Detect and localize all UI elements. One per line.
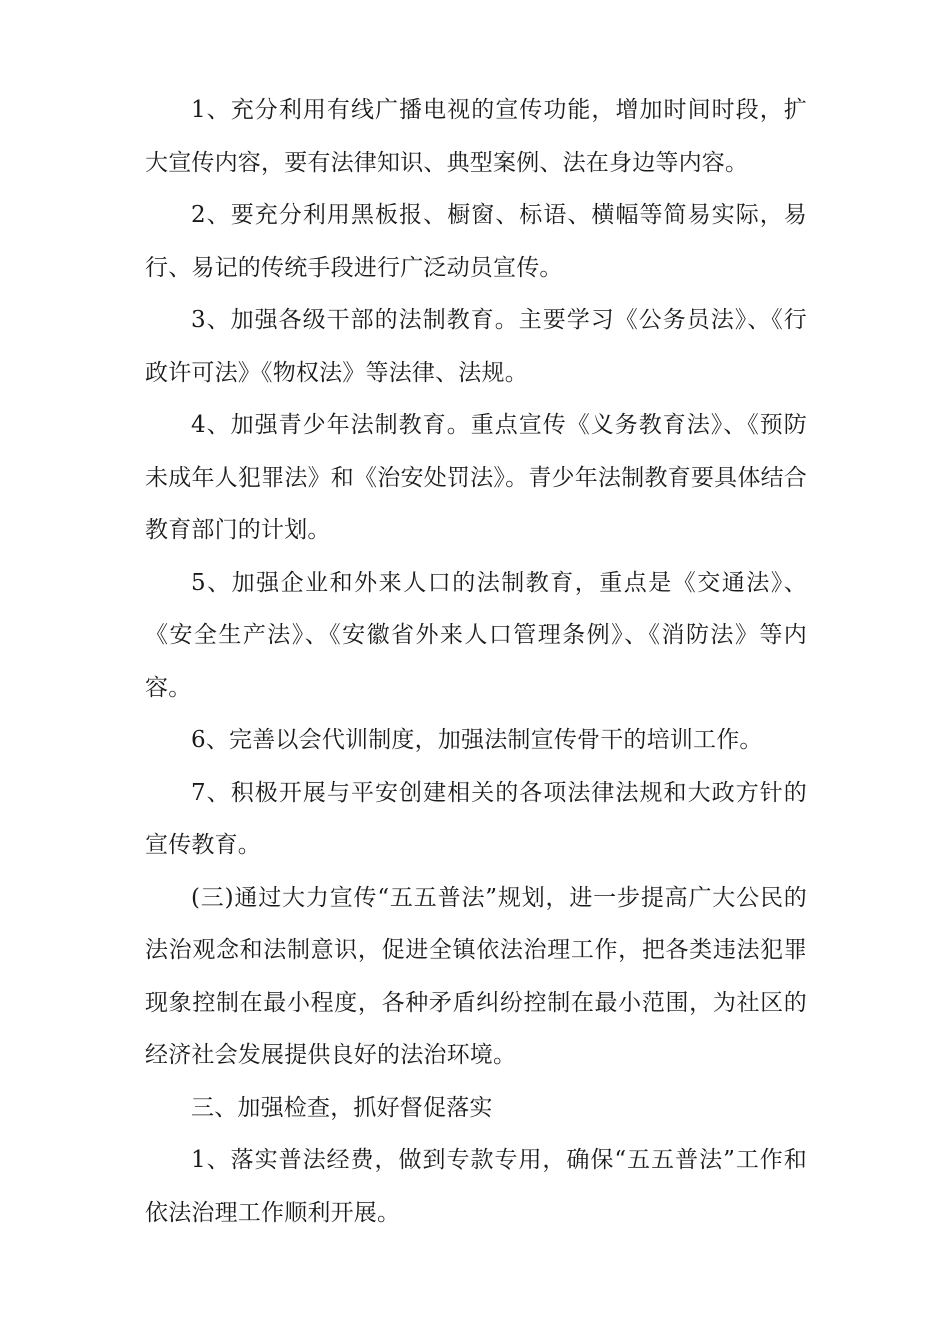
paragraph-6: 6、完善以会代训制度，加强法制宣传骨干的培训工作。 (191, 727, 763, 753)
paragraph-10: 1、落实普法经费，做到专款专用，确保“五五普法”工作和依法治理工作顺利开展。 (145, 1147, 807, 1226)
document-body (145, 84, 807, 1239)
paragraph-2: 2、要充分利用黑板报、橱窗、标语、横幅等简易实际，易行、易记的传统手段进行广泛动员宣传。 (145, 202, 807, 281)
paragraph-1: 1、充分利用有线广播电视的宣传功能，增加时间时段，扩大宣传内容，要有法律知识、典型案例、法在身边等内容。 (145, 97, 807, 176)
section-heading: 三、加强检查，抓好督促落实 (191, 1094, 493, 1121)
paragraph-8: (三)通过大力宣传“五五普法”规划，进一步提高广大公民的法治观念和法制意识，促进全镇依法治理工作，把各类违法犯罪现象控制在最小程度，各种矛盾纠纷控制在最小范围，为社区的经济社会发展提供良好的法治环境。 (145, 884, 807, 1068)
paragraph-7: 7、积极开展与平安创建相关的各项法律法规和大政方针的宣传教育。 (145, 779, 807, 858)
paragraph-3: 3、加强各级干部的法制教育。主要学习《公务员法》、《行政许可法》《物权法》等法律、法规。 (145, 307, 807, 386)
paragraph-5: 5、加强企业和外来人口的法制教育，重点是《交通法》、《安全生产法》、《安徽省外来人口管理条例》、《消防法》等内容。 (145, 569, 807, 701)
paragraph-4: 4、加强青少年法制教育。重点宣传《义务教育法》、《预防未成年人犯罪法》和《治安处罚法》。青少年法制教育要具体结合教育部门的计划。 (145, 412, 807, 543)
